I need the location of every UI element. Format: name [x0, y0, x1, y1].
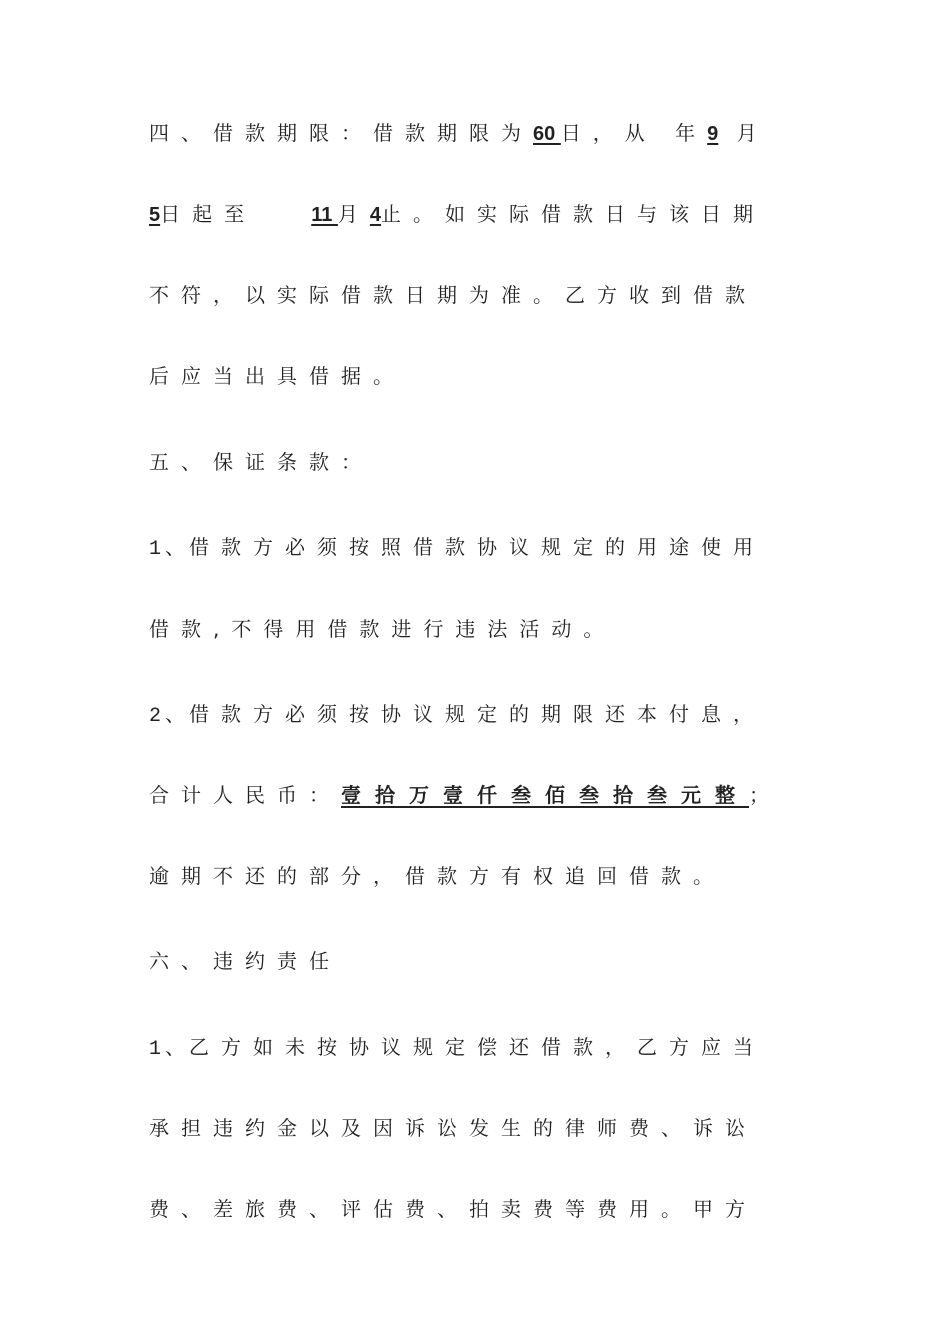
text-run: 借款方必须按照借款协议规定的用途使用 [189, 535, 766, 559]
item-number: 1、 [149, 538, 190, 561]
text-run: 乙方如未按协议规定偿还借款，乙方应当 [189, 1035, 766, 1059]
section6-item1-line3: 费、差旅费、评估费、拍卖费等费用。甲方 [149, 1197, 757, 1221]
end-month-blank: 11 [311, 204, 338, 226]
text-run: 借款方必须按协议规定的期限还本付息， [189, 702, 766, 726]
section4-line4: 后应当出具借据。 [149, 364, 405, 388]
text-run: 月 [337, 202, 370, 226]
start-day-blank: 5 [149, 204, 161, 226]
section5-item2-line2 [149, 780, 799, 810]
amount-in-words: 壹拾万壹仟叁佰叁拾叁元整 [341, 783, 749, 807]
text-run: ； [749, 783, 781, 807]
section4-line3: 不符，以实际借款日期为准。乙方收到借款 [149, 283, 757, 307]
section5-item2-line1 [149, 699, 799, 729]
section5-title: 五、保证条款： [149, 450, 373, 474]
section5-item2-line3: 逾期不还的部分，借款方有权追回借款。 [149, 864, 725, 888]
section6-item1-line2: 承担违约金以及因诉讼发生的律师费、诉讼 [149, 1116, 757, 1140]
section5-item1-line2: 借款,不得用借款进行违法活动。 [149, 617, 616, 641]
text-run: 合计人民币： [149, 783, 341, 807]
section6-title: 六、违约责任 [149, 949, 341, 973]
section4-line1 [149, 118, 799, 148]
section4-line2 [149, 199, 799, 229]
start-month-blank: 9 [707, 123, 719, 145]
text-run: 止。如实际借款日与该日期 [381, 202, 766, 226]
item-number: 1、 [149, 1038, 190, 1061]
text-run: 月 [718, 121, 769, 145]
loan-days-blank: 60 [533, 123, 561, 145]
text-run: 日，从 年 [560, 121, 708, 145]
item-number: 2、 [149, 705, 190, 728]
text-run: 日起至 [160, 202, 275, 226]
section5-item1-line1 [149, 532, 799, 562]
text-run: 四、借款期限：借款期限为 [149, 121, 533, 145]
end-day-blank: 4 [369, 204, 382, 226]
section6-item1-line1 [149, 1032, 799, 1062]
